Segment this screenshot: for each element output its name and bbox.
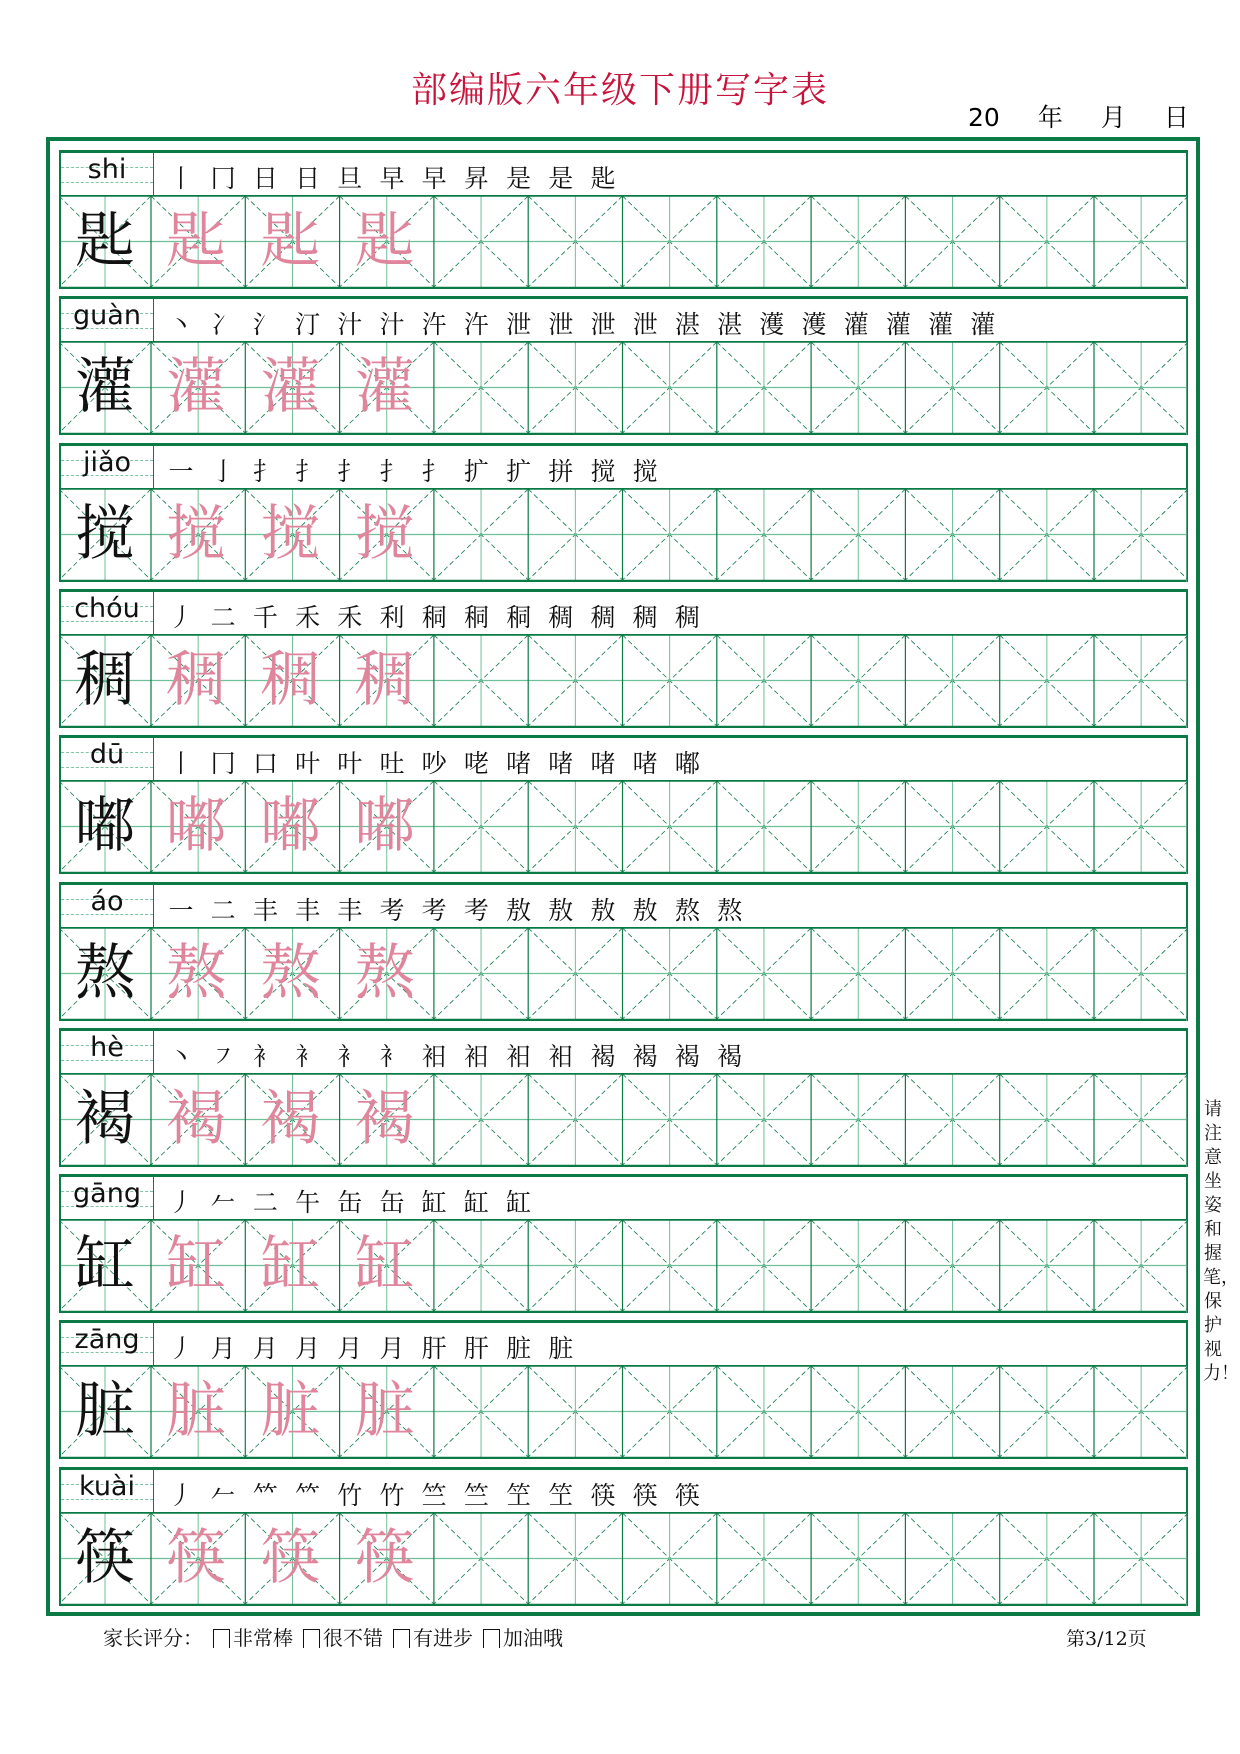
stroke-step: 扩 bbox=[463, 456, 489, 486]
stroke-step: 冂 bbox=[210, 164, 236, 193]
stroke-step: 二 bbox=[210, 895, 236, 925]
stroke-step: 衵 bbox=[421, 1041, 447, 1071]
date-year-prefix: 20 bbox=[968, 103, 1000, 132]
trace-character: 熬 bbox=[166, 937, 227, 1008]
pinyin-cell bbox=[61, 592, 154, 634]
stroke-step: 丰 bbox=[337, 895, 363, 925]
pinyin: zāng bbox=[74, 1324, 140, 1356]
stroke-step: 汁 bbox=[379, 310, 405, 340]
pinyin: áo bbox=[90, 885, 124, 917]
stroke-step: 𥫗 bbox=[252, 1480, 278, 1510]
character-row bbox=[59, 443, 1188, 582]
stroke-step: 拼 bbox=[548, 456, 574, 486]
stroke-step: 筷 bbox=[632, 1480, 658, 1510]
stroke-step: 是 bbox=[506, 164, 532, 193]
stroke-step: 敖 bbox=[632, 895, 658, 925]
rating-label: 家长评分： bbox=[103, 1626, 203, 1650]
stroke-step: 丰 bbox=[252, 895, 278, 925]
stroke-step: 竺 bbox=[421, 1480, 447, 1510]
stroke-step: 灌 bbox=[885, 310, 911, 340]
trace-character: 嘟 bbox=[354, 791, 415, 862]
stroke-step: 丨 bbox=[168, 749, 194, 779]
trace-character: 灌 bbox=[354, 352, 415, 423]
stroke-step: 啫 bbox=[506, 749, 532, 779]
stroke-step: 搅 bbox=[590, 456, 616, 486]
stroke-step: 扌 bbox=[295, 456, 321, 486]
stroke-step: 褐 bbox=[632, 1041, 658, 1071]
character-row bbox=[59, 296, 1188, 435]
character-row bbox=[59, 1028, 1188, 1167]
stroke-order-band bbox=[59, 443, 1188, 489]
stroke-step: 口 bbox=[252, 749, 278, 779]
stroke-step: 啫 bbox=[590, 749, 616, 779]
stroke-step: 丨 bbox=[168, 164, 194, 193]
stroke-step: 冫 bbox=[210, 310, 236, 340]
stroke-step: 考 bbox=[463, 895, 489, 925]
stroke-step: 稠 bbox=[548, 602, 574, 632]
stroke-step: 丿 bbox=[168, 1188, 194, 1218]
stroke-step: 缶 bbox=[379, 1188, 405, 1218]
model-character: 稠 bbox=[75, 644, 135, 715]
stroke-step: 啫 bbox=[548, 749, 574, 779]
pinyin: jiǎo bbox=[82, 446, 132, 478]
stroke-step: 肝 bbox=[463, 1334, 489, 1364]
stroke-step: 禾 bbox=[337, 602, 363, 632]
stroke-step: 衤 bbox=[295, 1041, 321, 1071]
pinyin-cell bbox=[61, 153, 154, 195]
trace-character: 缸 bbox=[260, 1230, 321, 1301]
stroke-step: 𠂉 bbox=[210, 1188, 236, 1218]
pinyin-cell bbox=[61, 885, 154, 927]
stroke-order-band bbox=[59, 882, 1188, 928]
stroke-step: 衤 bbox=[379, 1041, 405, 1071]
stroke-step: 氵 bbox=[252, 310, 278, 340]
stroke-step: 丿 bbox=[168, 602, 194, 632]
stroke-step: 敖 bbox=[590, 895, 616, 925]
pinyin-cell bbox=[61, 299, 154, 341]
stroke-step: 缸 bbox=[506, 1188, 532, 1218]
stroke-step: 亅 bbox=[210, 456, 236, 486]
stroke-step: 匙 bbox=[590, 164, 616, 193]
stroke-step: 日 bbox=[295, 164, 321, 193]
trace-character: 筷 bbox=[354, 1522, 415, 1593]
stroke-step: 汻 bbox=[463, 310, 489, 340]
stroke-step: 日 bbox=[252, 164, 278, 193]
rating-checkbox-3[interactable] bbox=[393, 1629, 410, 1648]
stroke-step: 敖 bbox=[506, 895, 532, 925]
pinyin-cell bbox=[61, 446, 154, 488]
pinyin-cell bbox=[61, 1177, 154, 1219]
stroke-step: 昇 bbox=[463, 164, 489, 193]
stroke-step: 冂 bbox=[210, 749, 236, 779]
stroke-step: 秱 bbox=[506, 602, 532, 632]
stroke-order-band bbox=[59, 150, 1188, 196]
stroke-step: 月 bbox=[337, 1334, 363, 1364]
stroke-step: 考 bbox=[379, 895, 405, 925]
stroke-step: 二 bbox=[252, 1188, 278, 1218]
stroke-step: 泄 bbox=[632, 310, 658, 340]
character-row bbox=[59, 150, 1188, 289]
date-year: 年 bbox=[1037, 103, 1063, 132]
stroke-step: 丿 bbox=[168, 1480, 194, 1510]
stroke-step: 扩 bbox=[506, 456, 532, 486]
trace-character: 筷 bbox=[166, 1522, 227, 1593]
character-row bbox=[59, 1174, 1188, 1313]
stroke-step: 汁 bbox=[337, 310, 363, 340]
pinyin: gāng bbox=[73, 1178, 141, 1210]
model-character: 褐 bbox=[75, 1083, 135, 1154]
stroke-step: 缸 bbox=[463, 1188, 489, 1218]
stroke-step: 扌 bbox=[337, 456, 363, 486]
stroke-step: 缶 bbox=[337, 1188, 363, 1218]
trace-character: 匙 bbox=[260, 206, 321, 276]
stroke-order-band bbox=[59, 1174, 1188, 1220]
stroke-step: 月 bbox=[252, 1334, 278, 1364]
pinyin-cell bbox=[61, 1323, 154, 1365]
model-character: 筷 bbox=[75, 1522, 135, 1593]
stroke-step: 褐 bbox=[590, 1041, 616, 1071]
stroke-step: 月 bbox=[210, 1334, 236, 1364]
page-title: 部编版六年级下册写字表 bbox=[410, 70, 829, 111]
pinyin-cell bbox=[61, 738, 154, 780]
stroke-step: 竺 bbox=[463, 1480, 489, 1510]
stroke-order-band bbox=[59, 1028, 1188, 1074]
stroke-step: 丶 bbox=[168, 310, 194, 340]
rating-checkbox-2[interactable] bbox=[303, 1629, 320, 1648]
rating-option-2: 很不错 bbox=[323, 1626, 383, 1650]
trace-character: 搅 bbox=[166, 498, 227, 569]
stroke-step: 稠 bbox=[590, 602, 616, 632]
rating-option-4: 加油哦 bbox=[503, 1626, 563, 1650]
stroke-step: 笁 bbox=[548, 1480, 574, 1510]
stroke-step: 泄 bbox=[506, 310, 532, 340]
pinyin: kuài bbox=[79, 1470, 135, 1502]
trace-character: 搅 bbox=[260, 498, 321, 569]
pinyin-cell bbox=[61, 1470, 154, 1512]
stroke-step: 咾 bbox=[463, 749, 489, 779]
stroke-step: 肝 bbox=[421, 1334, 447, 1364]
stroke-step: 衵 bbox=[463, 1041, 489, 1071]
stroke-order-band bbox=[59, 1320, 1188, 1366]
stroke-step: 衵 bbox=[506, 1041, 532, 1071]
stroke-step: 敖 bbox=[548, 895, 574, 925]
model-character: 熬 bbox=[75, 937, 135, 1008]
date-day: 日 bbox=[1163, 103, 1189, 132]
pinyin-cell bbox=[61, 1031, 154, 1073]
date-month: 月 bbox=[1100, 103, 1126, 132]
pinyin: shi bbox=[87, 154, 127, 185]
stroke-step: 脏 bbox=[506, 1334, 532, 1364]
stroke-order-band bbox=[59, 735, 1188, 781]
stroke-step: 早 bbox=[379, 164, 405, 193]
stroke-step: 𥫗 bbox=[295, 1480, 321, 1510]
stroke-step: 二 bbox=[210, 602, 236, 632]
stroke-step: 搅 bbox=[632, 456, 658, 486]
trace-character: 褐 bbox=[260, 1083, 321, 1154]
stroke-step: 濩 bbox=[759, 310, 785, 340]
pinyin: hè bbox=[90, 1031, 124, 1063]
stroke-step: 秱 bbox=[463, 602, 489, 632]
trace-character: 褐 bbox=[354, 1083, 415, 1154]
stroke-step: 丶 bbox=[168, 1041, 194, 1071]
trace-character: 脏 bbox=[166, 1376, 227, 1447]
stroke-step: 熬 bbox=[674, 895, 700, 925]
stroke-step: 汀 bbox=[295, 310, 321, 340]
trace-character: 匙 bbox=[354, 206, 415, 276]
stroke-step: 褐 bbox=[717, 1041, 743, 1071]
stroke-step: 吵 bbox=[421, 749, 447, 779]
trace-character: 脏 bbox=[354, 1376, 415, 1447]
stroke-step: 叶 bbox=[337, 749, 363, 779]
stroke-step: 湛 bbox=[717, 310, 743, 340]
trace-character: 稠 bbox=[260, 644, 321, 715]
stroke-step: 灌 bbox=[843, 310, 869, 340]
stroke-step: 扌 bbox=[252, 456, 278, 486]
stroke-step: 月 bbox=[295, 1334, 321, 1364]
stroke-step: 衤 bbox=[252, 1041, 278, 1071]
stroke-step: 丿 bbox=[168, 1334, 194, 1364]
stroke-order-band bbox=[59, 589, 1188, 635]
character-row bbox=[59, 735, 1188, 874]
stroke-step: 一 bbox=[168, 456, 194, 486]
side-note: 请注意坐姿和握笔，保护视力！ bbox=[1203, 1099, 1239, 1384]
stroke-step: 利 bbox=[379, 602, 405, 632]
stroke-step: 午 bbox=[295, 1188, 321, 1218]
stroke-step: 早 bbox=[421, 164, 447, 193]
model-character: 匙 bbox=[75, 206, 135, 276]
trace-character: 搅 bbox=[354, 498, 415, 569]
model-character: 缸 bbox=[75, 1230, 135, 1301]
trace-character: 灌 bbox=[166, 352, 227, 423]
rating-checkbox-4[interactable] bbox=[483, 1629, 500, 1648]
stroke-step: 竹 bbox=[379, 1480, 405, 1510]
trace-character: 熬 bbox=[260, 937, 321, 1008]
stroke-step: 叶 bbox=[295, 749, 321, 779]
stroke-step: 嘟 bbox=[674, 749, 700, 779]
character-row bbox=[59, 1467, 1188, 1606]
stroke-step: 衤 bbox=[337, 1041, 363, 1071]
trace-character: 缸 bbox=[166, 1230, 227, 1301]
stroke-step: 稠 bbox=[632, 602, 658, 632]
pinyin: dū bbox=[89, 739, 125, 771]
stroke-step: 衵 bbox=[548, 1041, 574, 1071]
stroke-step: 禾 bbox=[295, 602, 321, 632]
stroke-step: 𠂉 bbox=[210, 1480, 236, 1510]
stroke-step: 竹 bbox=[337, 1480, 363, 1510]
character-row bbox=[59, 589, 1188, 728]
stroke-step: 是 bbox=[548, 164, 574, 193]
stroke-step: 筷 bbox=[674, 1480, 700, 1510]
pinyin: guàn bbox=[73, 300, 141, 332]
rating-checkbox-1[interactable] bbox=[213, 1629, 230, 1648]
stroke-step: 扌 bbox=[379, 456, 405, 486]
stroke-step: 灌 bbox=[970, 310, 996, 340]
page-number: 第3/12页 bbox=[1066, 1628, 1147, 1650]
pinyin: chóu bbox=[74, 592, 140, 624]
rating-option-3: 有进步 bbox=[413, 1626, 473, 1650]
stroke-step: 熬 bbox=[717, 895, 743, 925]
stroke-step: 灌 bbox=[928, 310, 954, 340]
stroke-step: 吐 bbox=[379, 749, 405, 779]
parent-rating bbox=[103, 1622, 563, 1651]
trace-character: 匙 bbox=[166, 206, 227, 276]
stroke-step: 濩 bbox=[801, 310, 827, 340]
stroke-step: 旦 bbox=[337, 164, 363, 193]
stroke-step: 泄 bbox=[590, 310, 616, 340]
character-row bbox=[59, 1320, 1188, 1459]
stroke-step: 泄 bbox=[548, 310, 574, 340]
stroke-step: 扌 bbox=[421, 456, 447, 486]
stroke-step: 缸 bbox=[421, 1188, 447, 1218]
stroke-step: 笁 bbox=[506, 1480, 532, 1510]
trace-character: 稠 bbox=[354, 644, 415, 715]
stroke-step: 湛 bbox=[674, 310, 700, 340]
model-character: 脏 bbox=[75, 1376, 135, 1447]
stroke-step: ㇇ bbox=[210, 1041, 236, 1071]
stroke-step: 啫 bbox=[632, 749, 658, 779]
stroke-step: 考 bbox=[421, 895, 447, 925]
stroke-step: 月 bbox=[379, 1334, 405, 1364]
trace-character: 嘟 bbox=[166, 791, 227, 862]
stroke-step: 秱 bbox=[421, 602, 447, 632]
trace-character: 脏 bbox=[260, 1376, 321, 1447]
trace-character: 缸 bbox=[354, 1230, 415, 1301]
stroke-order-band bbox=[59, 296, 1188, 342]
stroke-step: 稠 bbox=[674, 602, 700, 632]
trace-character: 筷 bbox=[260, 1522, 321, 1593]
trace-character: 嘟 bbox=[260, 791, 321, 862]
rating-option-1: 非常棒 bbox=[233, 1626, 293, 1650]
trace-character: 稠 bbox=[166, 644, 227, 715]
stroke-step: 丰 bbox=[295, 895, 321, 925]
model-character: 嘟 bbox=[75, 791, 135, 862]
character-row bbox=[59, 882, 1188, 1021]
trace-character: 褐 bbox=[166, 1083, 227, 1154]
stroke-step: 一 bbox=[168, 895, 194, 925]
stroke-step: 筷 bbox=[590, 1480, 616, 1510]
trace-character: 灌 bbox=[260, 352, 321, 423]
stroke-step: 千 bbox=[252, 602, 278, 632]
date-line bbox=[968, 98, 1227, 134]
stroke-step: 脏 bbox=[548, 1334, 574, 1364]
model-character: 搅 bbox=[75, 498, 135, 569]
stroke-order-band bbox=[59, 1467, 1188, 1513]
model-character: 灌 bbox=[75, 352, 135, 423]
stroke-step: 褐 bbox=[674, 1041, 700, 1071]
stroke-step: 汻 bbox=[421, 310, 447, 340]
trace-character: 熬 bbox=[354, 937, 415, 1008]
